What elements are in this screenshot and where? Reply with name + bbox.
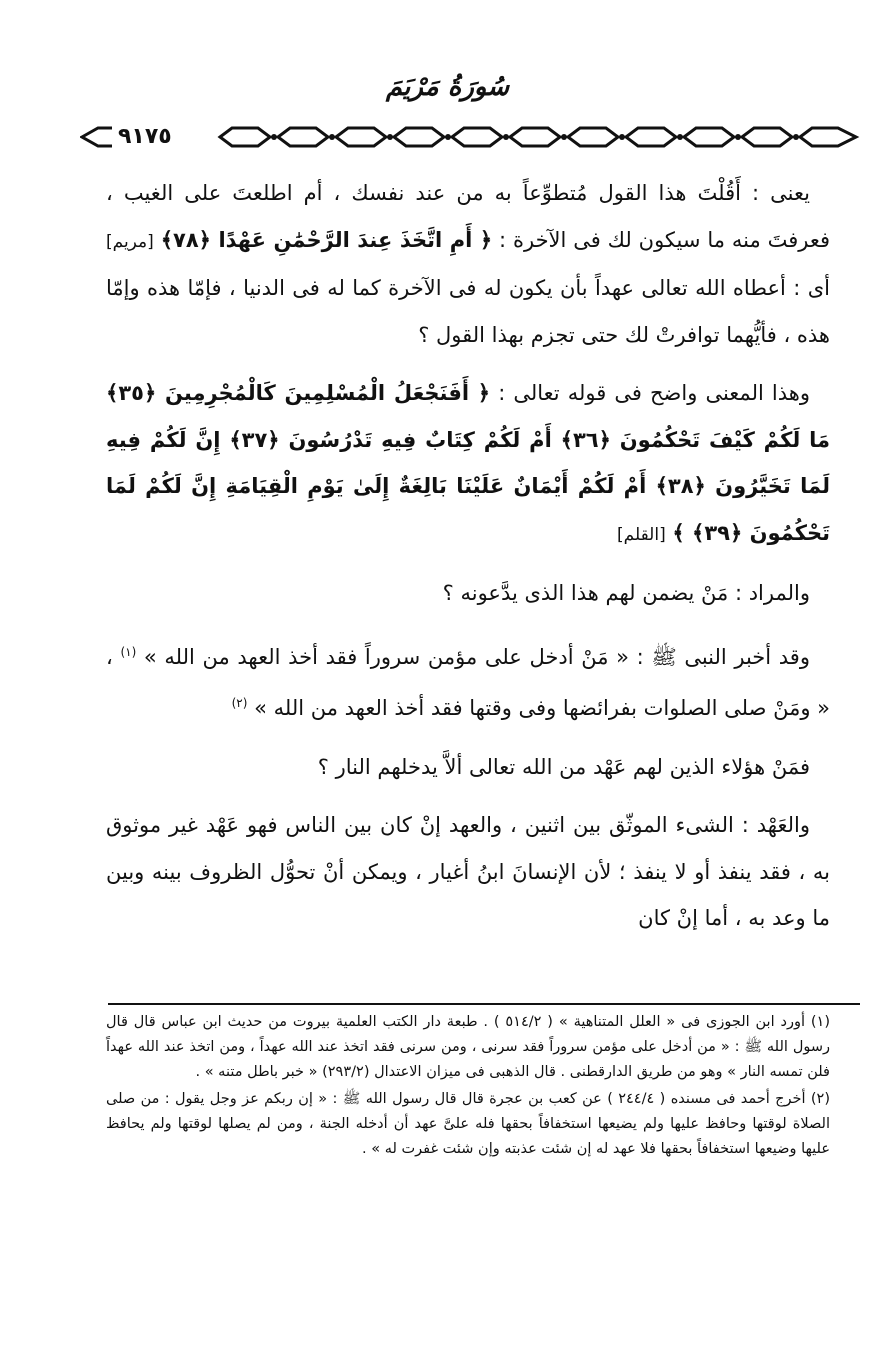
paragraph-4-continuation: ، « ومَنْ صلى الصلوات بفرائضها وفى وقتها فقد أخذ العهد من الله » (106, 644, 830, 720)
footnotes (106, 1010, 830, 1164)
paragraph-3: والمراد : مَنْ يضمن لهم هذا الذى يدَّعونه ؟ (442, 581, 810, 605)
paragraph-5: فمَنْ هؤلاء الذين لهم عَهْد من الله تعالى ألاَّ يدخلهم النار ؟ (317, 754, 810, 779)
footnote-1: (١) أورد ابن الجوزى فى « العلل المتناهية » ( ٥١٤/٢ ) . طبعة دار الكتب العلمية بيروت من حديث ابن عباس قال قال رسول الله ﷺ : « من أدخل على مؤمن سروراً فقد سرنى ، ومن سرنى فقد اتخذ عند الله عهداً ، ومن اتخذ عند الله عهداً فلن تمسه النار » وهو من طريق الدارقطنى . قال الذهبى فى ميزان الاعتدال (٢٩٣/٢) « خبر باطل متنه » . (106, 1014, 830, 1080)
quran-verses-qalam: ﴿ أَفَنَجْعَلُ الْمُسْلِمِينَ كَالْمُجْرِمِينَ ﴿٣٥﴾ مَا لَكُمْ كَيْفَ تَحْكُمُونَ ﴿٣٦﴾ أَمْ لَكُمْ كِتَابٌ فِيهِ تَدْرُسُونَ ﴿٣٧﴾ إِنَّ لَكُمْ فِيهِ لَمَا تَخَيَّرُونَ ﴿٣٨﴾ أَمْ لَكُمْ أَيْمَانٌ عَلَيْنَا بَالِغَةٌ إِلَىٰ يَوْمِ الْقِيَامَةِ إِنَّ لَكُمْ لَمَا تَحْكُمُونَ ﴿٣٩﴾ ﴾ (106, 381, 830, 545)
paragraph-4 (106, 629, 830, 732)
paragraph-6: والعَهْد : الشىء الموثّق بين اثنين ، والعهد إنْ كان بين الناس فهو عَهْد غير موثوق به ، فقد ينفذ أو لا ينفذ ؛ لأن الإنسانَ ابنُ أغيار ، ويمكن أنْ تحوُّل الظروف بينه وبين ما وعد به ، أما إنْ كان (106, 813, 830, 930)
paragraph-4-text: وقد أخبر النبى ﷺ : « مَنْ أدخل على مؤمن سروراً فقد أخذ العهد من الله » (143, 644, 810, 669)
footnote-2: (٢) أخرج أحمد فى مسنده ( ٢٤٤/٤ ) عن كعب بن عجرة قال قال رسول الله ﷺ : « إن ربكم عز وجل يقول : من صلى الصلاة لوقتها وحافظ عليها ولم يضيعها استخفافاً بحقها فله علىَّ عهد أن أدخله الجنة ، ومن لم يصلها لوقتها ولم يحافظ عليها وضيعها استخفافاً بحقها فلا عهد له إن شئت عذبته وإن شئت غفرت له » . (106, 1091, 830, 1157)
surah-title: سُورَةُ مَرْيَمَ (385, 72, 510, 102)
verse-source-qalam: [القلم] (617, 524, 666, 545)
paragraph-2 (106, 370, 830, 558)
paragraph-1-continuation: أى : أعطاه الله تعالى عهداً بأن يكون له فى الآخرة كما له فى الدنيا ، فإمّا هذه وإمّا هذه ، فأيُّهما توافرتْ لك حتى تجزم بهذا القول ؟ (106, 276, 830, 347)
paragraph-2-text: وهذا المعنى واضح فى قوله تعالى : (498, 381, 810, 405)
footnote-divider (108, 1003, 860, 1005)
paragraph-1 (106, 170, 830, 358)
paragraph-1-text: يعنى : أَقُلْتَ هذا القول مُتطوِّعاً به من عند نفسك ، أم اطلعتَ على الغيب ، فعرفتَ منه ما سيكون لك فى الآخرة : (106, 181, 830, 252)
footnote-ref-1[interactable]: (١) (120, 644, 137, 659)
footnote-ref-2[interactable]: (٢) (231, 696, 248, 710)
quran-verse-maryam: ﴿ أَمِ اتَّخَذَ عِندَ الرَّحْمَٰنِ عَهْدًا ﴿٧٨﴾ (160, 227, 493, 252)
verse-source-maryam: [مريم] (106, 231, 154, 252)
page-number: ٩١٧٥ (112, 122, 178, 152)
chain-ornament (80, 122, 860, 152)
main-text (106, 170, 830, 954)
